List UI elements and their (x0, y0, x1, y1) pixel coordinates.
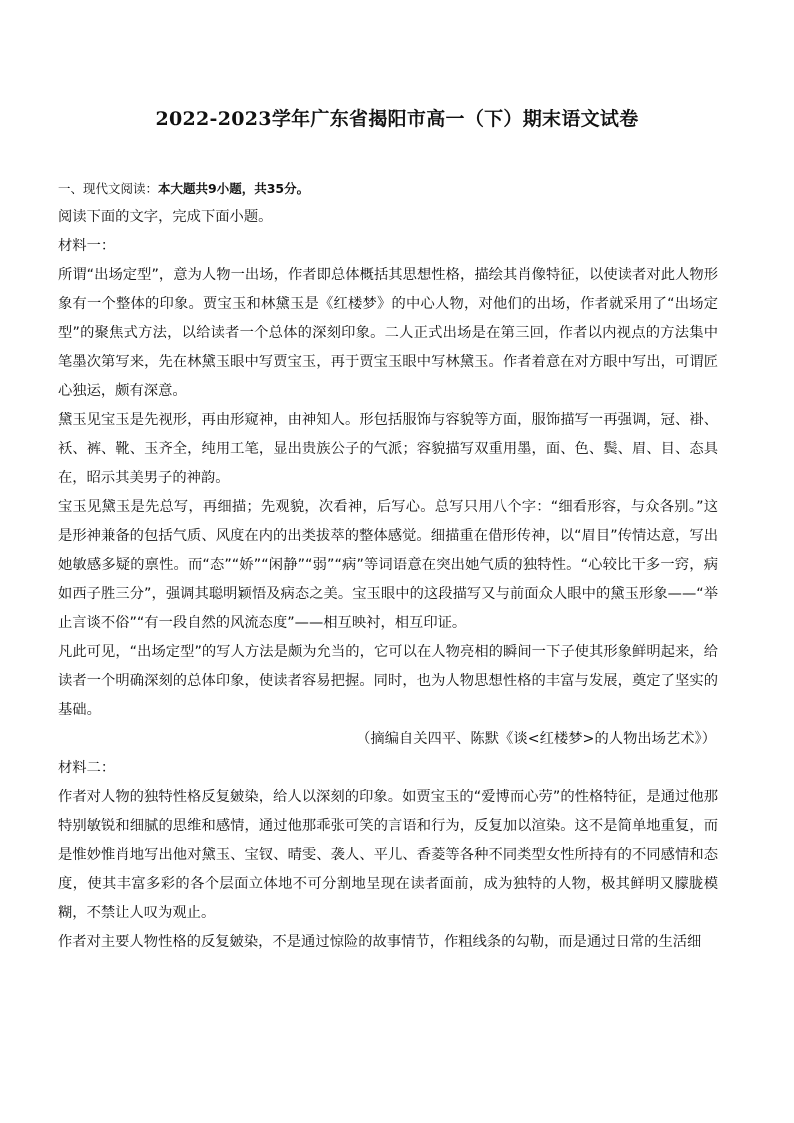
material-one-paragraph: 宝玉见黛玉是先总写，再细描；先观貌，次看神，后写心。总写只用八个字：“细看形容，与众各别。”这是形神兼备的包括气质、风度在内的出类拔萃的整体感觉。细描重在借形传神，以“眉目”传情达意，写出她敏感多疑的禀性。而“态”“娇”“闲静”“弱”“病”等词语意在突出她气质的独特性。“心较比干多一窍，病如西子胜三分”，强调其聪明颖悟及病态之美。宝玉眼中的这段描写又与前面众人眼中的黛玉形象——“举止言谈不俗”“有一段自然的风流态度”——相互映衬，相互印证。 (58, 499, 718, 631)
material-one-paragraph: 黛玉见宝玉是先视形，再由形窥神，由神知人。形包括服饰与容貌等方面，服饰描写一再强调，冠、褂、袄、裤、靴、玉齐全，纯用工笔，显出贵族公子的气派；容貌描写双重用墨，面、色、鬓、眉、目、态具在，昭示其美男子的神韵。 (58, 412, 718, 486)
exam-title: 2022-2023学年广东省揭阳市高一（下）期末语文试卷 (155, 108, 639, 130)
material-two-paragraph: 作者对主要人物性格的反复皴染，不是通过惊险的故事情节，作粗线条的勾勒，而是通过日常的生活细 (58, 934, 702, 950)
material-two-label: 材料二： (58, 760, 116, 776)
section-heading (58, 174, 718, 203)
material-one-paragraph: 所谓“出场定型”，意为人物一出场，作者即总体概括其思想性格，描绘其肖像特征，以使读者对此人物形象有一个整体的印象。贾宝玉和林黛玉是《红楼梦》的中心人物，对他们的出场，作者就采用了“出场定型”的聚焦式方法，以给读者一个总体的深刻印象。二人正式出场是在第三回，作者以内视点的方法集中笔墨次第写来，先在林黛玉眼中写贾宝玉，再于贾宝玉眼中写林黛玉。作者着意在对方眼中写出，可谓匠心独运，颇有深意。 (58, 267, 718, 399)
material-one-source: （摘编自关四平、陈默《谈<红楼梦>的人物出场艺术》） (356, 731, 716, 747)
section-prefix: 一、现代文阅读： (58, 181, 159, 196)
exam-content (58, 174, 718, 957)
material-one-paragraph: 凡此可见，“出场定型”的写人方法是颇为允当的，它可以在人物亮相的瞬间一下子使其形象鲜明起来，给读者一个明确深刻的总体印象，使读者容易把握。同时，也为人物思想性格的丰富与发展，奠定了坚实的基础。 (58, 644, 718, 718)
section-description: 本大题共9小题，共35分。 (158, 181, 310, 196)
material-one-label: 材料一： (58, 238, 116, 254)
reading-instruction: 阅读下面的文字，完成下面小题。 (58, 209, 273, 225)
material-two-paragraph: 作者对人物的独特性格反复皴染，给人以深刻的印象。如贾宝玉的“爱博而心劳”的性格特征，是通过他那特别敏锐和细腻的思维和感情，通过他那乖张可笑的言语和行为，反复加以渲染。这不是简单地重复，而是惟妙惟肖地写出他对黛玉、宝钗、晴雯、袭人、平儿、香菱等各种不同类型女性所持有的不同感情和态度，使其丰富多彩的各个层面立体地不可分割地呈现在读者面前，成为独特的人物，极其鲜明又朦胧模糊，不禁让人叹为观止。 (58, 789, 718, 921)
